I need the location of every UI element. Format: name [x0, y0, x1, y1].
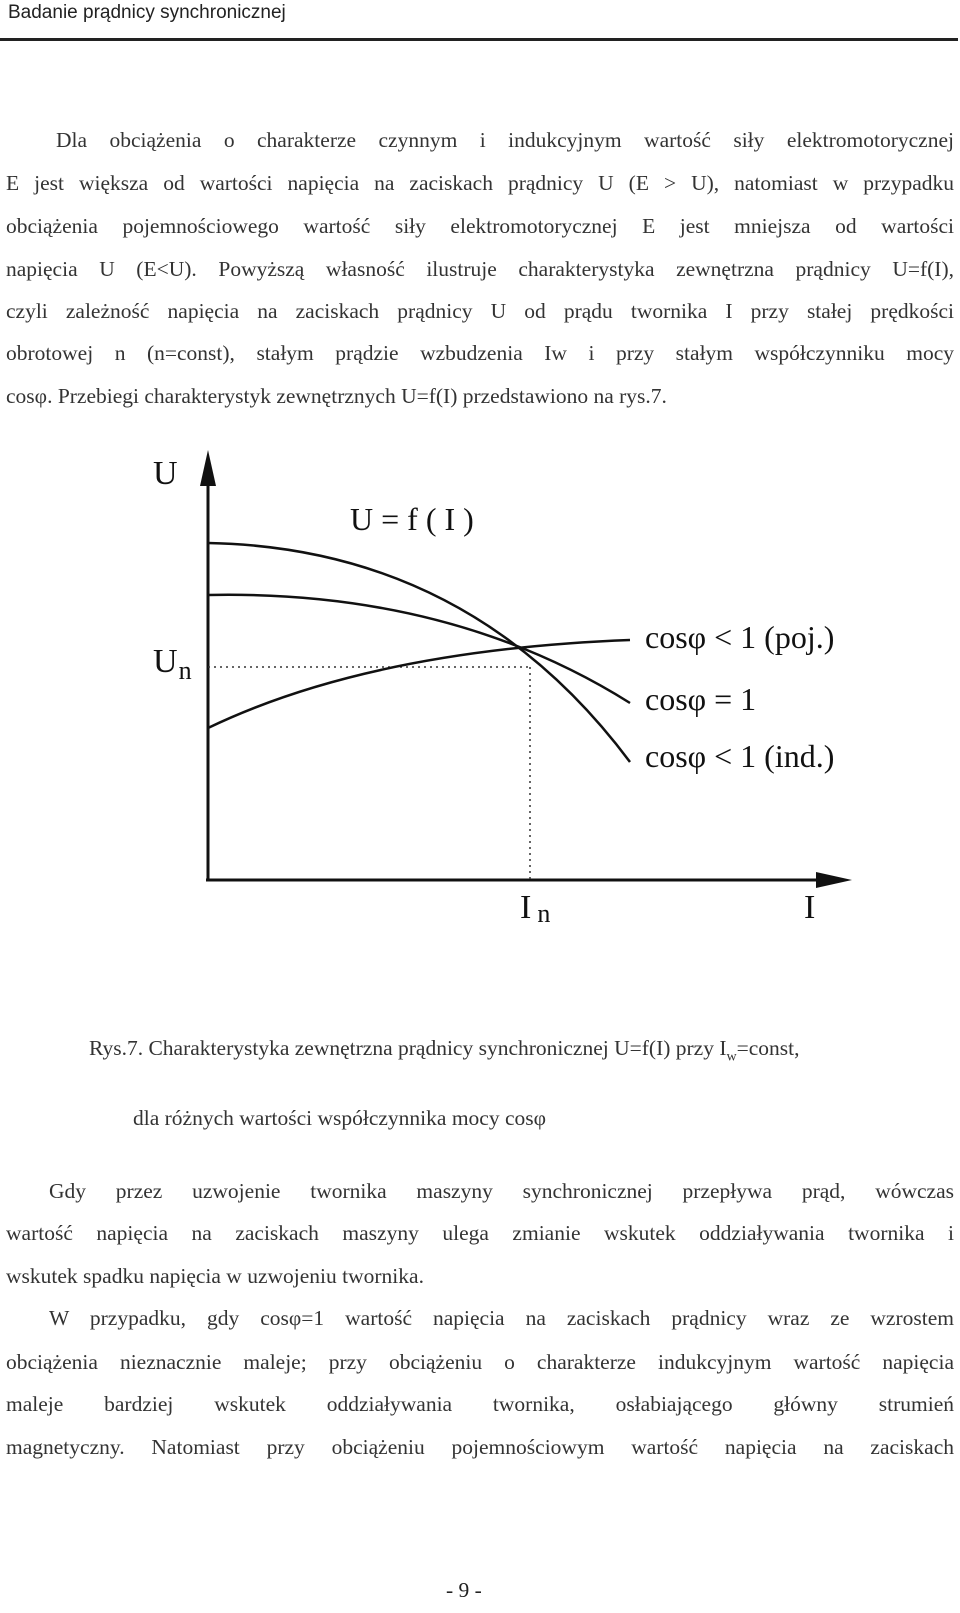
y-axis-arrow	[200, 450, 216, 486]
paragraph-line: maleje bardziej wskutek oddziaływania twornika, osłabiającego główny strumień	[6, 1392, 954, 1416]
header-title: Badanie prądnicy synchronicznej	[8, 2, 286, 23]
paragraph-line: wskutek spadku napięcia w uzwojeniu twornika.	[6, 1264, 424, 1288]
paragraph-line: obciążenia nieznacznie maleje; przy obciążeniu o charakterze indukcyjnym wartość napięcia	[6, 1350, 954, 1374]
un-label: $U_n$	[153, 643, 192, 685]
paragraph-line: czyli zależność napięcia na zaciskach prądnicy U od prądu twornika I przy stałej prędkości	[6, 299, 954, 323]
characteristic-figure	[0, 440, 960, 950]
paragraph-line: napięcia U (E<U). Powyższą własność ilustruje charakterystyka zewnętrzna prądnicy U=f(I),	[6, 257, 954, 281]
paragraph-line: magnetyczny. Natomiast przy obciążeniu pojemnościowym wartość napięcia na zaciskach	[6, 1435, 954, 1459]
x-axis-arrow	[816, 872, 852, 888]
curve-label-inductive: cosφ < 1 (ind.)	[645, 738, 835, 774]
curve-label-unity: cosφ = 1	[645, 681, 757, 717]
paragraph-line: Gdy przez uzwojenie twornika maszyny synchronicznej przepływa prąd, wówczas	[49, 1179, 954, 1203]
paragraph-line: wartość napięcia na zaciskach maszyny ulega zmianie wskutek oddziaływania twornika i	[6, 1221, 954, 1245]
function-title: U = f ( I )	[350, 501, 474, 537]
curve-unity	[208, 595, 630, 703]
paragraph-line: obciążenia pojemnościowego wartość siły elektromotorycznej E jest mniejsza od wartości	[6, 214, 954, 238]
paragraph-line: Dla obciążenia o charakterze czynnym i indukcyjnym wartość siły elektromotorycznej	[56, 128, 954, 152]
x-axis-label: I	[804, 889, 816, 926]
document-header	[0, 0, 958, 41]
y-axis-label: U	[153, 455, 178, 492]
page-number: - 9 -	[446, 1578, 482, 1602]
curve-inductive	[208, 543, 630, 762]
figure-caption: Rys.7. Charakterystyka zewnętrzna prądnicy synchronicznej U=f(I) przy $I_w=const$,	[89, 1036, 800, 1065]
in-label: I n	[520, 889, 551, 928]
curve-label-capacitive: cosφ < 1 (poj.)	[645, 619, 835, 655]
paragraph-line: cosφ. Przebiegi charakterystyk zewnętrznych U=f(I) przedstawiono na rys.7.	[6, 384, 667, 408]
curve-capacitive	[208, 640, 630, 728]
paragraph-line: E jest większa od wartości napięcia na zaciskach prądnicy U (E > U), natomiast w przypadku	[6, 171, 954, 195]
paragraph-line: W przypadku, gdy cosφ=1 wartość napięcia na zaciskach prądnicy wraz ze wzrostem	[49, 1306, 954, 1330]
paragraph-line: obrotowej n (n=const), stałym prądzie wzbudzenia Iw i przy stałym współczynniku mocy	[6, 341, 954, 365]
figure-caption-line2: dla różnych wartości współczynnika mocy cosφ	[133, 1106, 547, 1130]
